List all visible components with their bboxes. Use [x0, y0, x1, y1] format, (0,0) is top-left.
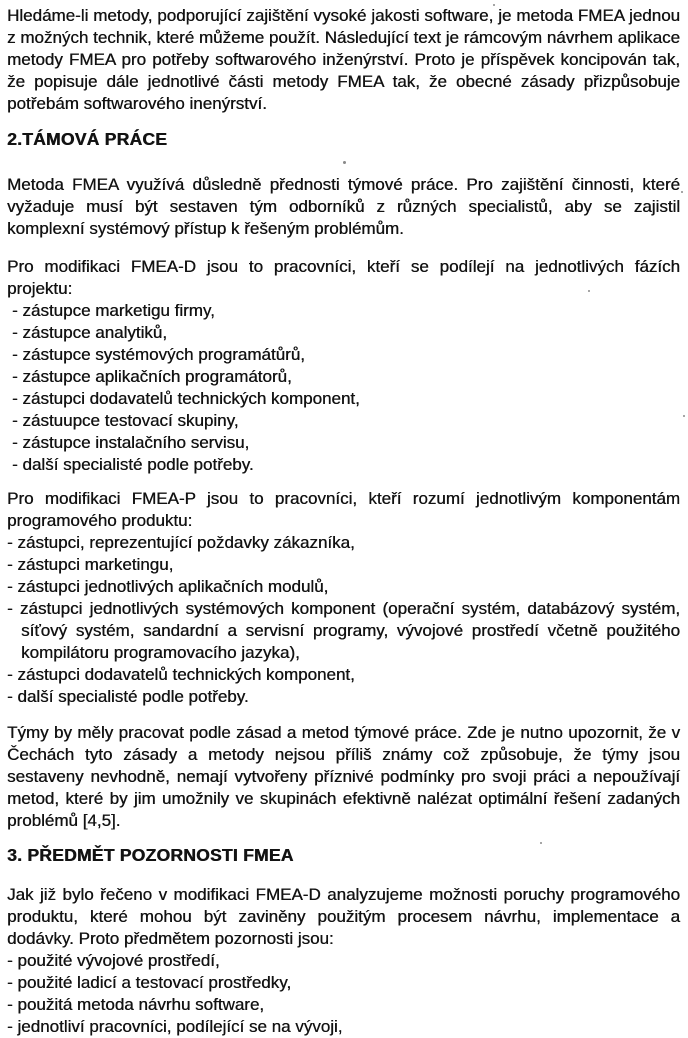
list-item: - jednotliví pracovníci, podílející se na vývoji,	[7, 1017, 343, 1036]
list-item: - zástupci jednotlivých aplikačních modulů,	[7, 577, 329, 596]
list-item: - zástuupce testovací skupiny,	[12, 411, 239, 430]
list-item: - další specialisté podle potřeby.	[12, 455, 254, 474]
scan-speck	[683, 415, 685, 417]
teamwork-paragraph: Metoda FMEA využívá důsledně přednosti týmové práce. Pro zajištění činnosti, které vyžaduje musí být sestaven tým odborníků z různých specialistů, aby se zajistil komplexní systémový přístup k řešeným problémům.	[7, 175, 680, 238]
intro-paragraph: Hledáme-li metody, podporující zajištění vysoké jakosti software, je metoda FMEA jednou z možných technik, které můžeme použít. Následující text je rámcovým návrhem aplikace metody FMEA pro potřeby softwarového inženýrství. Proto je příspěvek koncipován tak, že popisuje dále jednotlivé části metody FMEA tak, že obecné zásady přizpůsobuje potřebám softwarového inenýrství.	[7, 6, 680, 113]
list-item: - zástupce systémových programátůrů,	[12, 345, 305, 364]
fmea-focus-list	[7, 950, 680, 1038]
teams-note-paragraph: Týmy by měly pracovat podle zásad a metod týmové práce. Zde je nutno upozornit, že v Čechách tyto zásady a metody nejsou příliš známy což způsobuje, že týmy jsou sestaveny nevhodně, nemají vytvořeny příznivé podmínky pro svoji práci a nepoužívají metod, které by jim umožnily ve skupinách efektivně nalézat optimální řešení zadaných problémů [4,5].	[7, 723, 680, 830]
fmea-p-roles-list	[7, 532, 680, 708]
list-item: - použité vývojové prostředí,	[7, 951, 220, 970]
list-item: - zástupce marketigu firmy,	[12, 301, 215, 320]
scan-speck	[681, 191, 683, 193]
list-item: - použitá metoda návrhu software,	[7, 995, 265, 1014]
scan-speck	[493, 4, 495, 6]
list-item: - zástupci dodavatelů technických komponent,	[7, 665, 355, 684]
list-item: - zástupci, reprezentující poždavky zákazníka,	[7, 533, 355, 552]
list-item: - zástupci marketingu,	[7, 555, 174, 574]
scan-speck	[343, 161, 346, 164]
list-item: - zástupci dodavatelů technických komponent,	[12, 389, 360, 408]
list-item: - použité ladicí a testovací prostředky,	[7, 973, 292, 992]
section-2-heading: 2.TÁMOVÁ PRÁCE	[7, 129, 168, 149]
scan-speck	[540, 842, 542, 844]
fmea-p-intro-paragraph: Pro modifikaci FMEA-P jsou to pracovníci, kteří rozumí jednotlivým komponentám programového produktu:	[7, 489, 680, 530]
list-item: - další specialisté podle potřeby.	[7, 687, 249, 706]
section-3-heading: 3. PŘEDMĚT POZORNOSTI FMEA	[7, 845, 294, 865]
fmea-d-roles-list	[7, 300, 680, 476]
fmea-d-intro-paragraph: Pro modifikaci FMEA-D jsou to pracovníci, kteří se podílejí na jednotlivých fázích projektu:	[7, 257, 680, 298]
list-item: - zástupce instalačního servisu,	[12, 433, 250, 452]
list-item: - zástupce analytiků,	[12, 323, 167, 342]
list-item: - zástupce aplikačních programátorů,	[12, 367, 292, 386]
fmea-focus-intro-paragraph: Jak již bylo řečeno v modifikaci FMEA-D analyzujeme možnosti poruchy programového produktu, které mohou být zaviněny použitým procesem návrhu, implementace a dodávky. Proto předmětem pozornosti jsou:	[7, 885, 680, 948]
list-item: - zástupci jednotlivých systémových komponent (operační systém, databázový systém, síťový systém, sandardní a servisní programy, vývojové prostředí včetně použitého kompilátoru programovacího jazyka),	[7, 599, 680, 662]
scan-speck	[588, 290, 590, 292]
